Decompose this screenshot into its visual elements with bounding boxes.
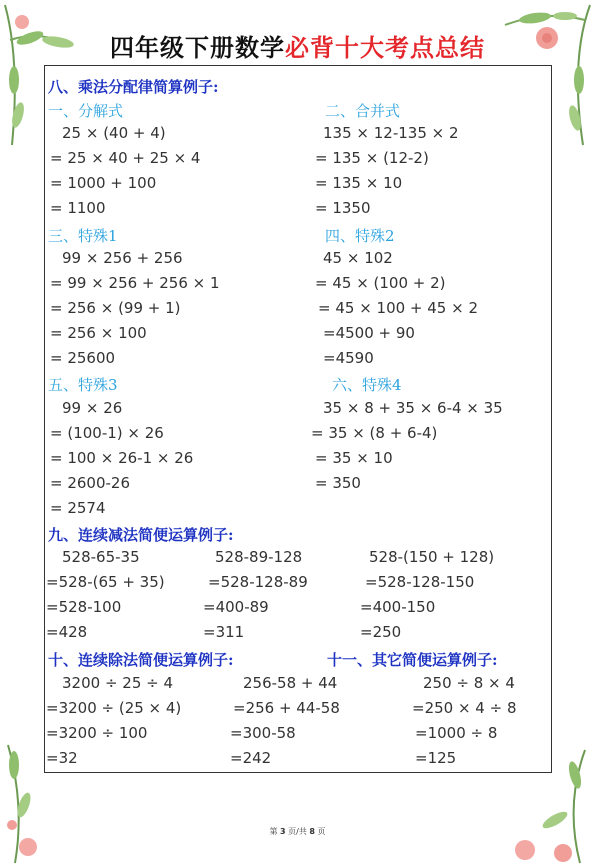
math-line: 25 × (40 + 4) xyxy=(62,124,166,142)
section-11-heading: 十一、其它简便运算例子: xyxy=(327,651,498,669)
math-line: =3200 ÷ 100 xyxy=(46,724,148,742)
math-line: =256 + 44-58 xyxy=(233,699,340,717)
footer-mid: 页/共 xyxy=(288,827,307,836)
math-line: 35 × 8 + 35 × 6-4 × 35 xyxy=(323,399,503,417)
math-line: =32 xyxy=(46,749,78,767)
math-line: 99 × 26 xyxy=(62,399,123,417)
subsection-heading: 四、特殊2 xyxy=(325,227,395,245)
math-line: = 2600-26 xyxy=(50,474,131,492)
section-8-heading: 八、乘法分配律简算例子: xyxy=(48,78,219,96)
title-highlight: 必背十大考点总结 xyxy=(285,33,485,62)
math-line: =528-128-89 xyxy=(208,573,308,591)
math-line: = 35 × (8 + 6-4) xyxy=(311,424,438,442)
math-line: =428 xyxy=(46,623,88,641)
footer-page-number: 3 xyxy=(280,827,286,836)
math-line: 3200 ÷ 25 ÷ 4 xyxy=(62,674,174,692)
math-line: =528-128-150 xyxy=(365,573,475,591)
math-line: = 350 xyxy=(315,474,361,492)
math-line: =250 × 4 ÷ 8 xyxy=(412,699,517,717)
math-line: =1000 ÷ 8 xyxy=(415,724,498,742)
math-line: =250 xyxy=(360,623,402,641)
math-line: =311 xyxy=(203,623,245,641)
math-line: 528-65-35 xyxy=(62,548,140,566)
math-line: = 256 × 100 xyxy=(50,324,147,342)
math-line: = 25 × 40 + 25 × 4 xyxy=(50,149,201,167)
math-line: =300-58 xyxy=(230,724,296,742)
math-line: = (100-1) × 26 xyxy=(50,424,164,442)
subsection-heading: 六、特殊4 xyxy=(332,376,402,394)
math-line: = 256 × (99 + 1) xyxy=(50,299,181,317)
subsection-heading: 二、合并式 xyxy=(325,102,401,120)
math-line: = 45 × (100 + 2) xyxy=(315,274,446,292)
math-line: 250 ÷ 8 × 4 xyxy=(423,674,515,692)
math-line: =125 xyxy=(415,749,457,767)
math-line: = 2574 xyxy=(50,499,106,517)
math-line: = 1100 xyxy=(50,199,106,217)
math-line: = 45 × 100 + 45 × 2 xyxy=(318,299,478,317)
math-line: 135 × 12-135 × 2 xyxy=(323,124,459,142)
math-line: = 35 × 10 xyxy=(315,449,393,467)
math-line: =4590 xyxy=(323,349,374,367)
footer-suffix: 页 xyxy=(317,827,326,836)
math-line: =400-89 xyxy=(203,598,269,616)
footer-prefix: 第 xyxy=(269,827,278,836)
math-line: 256-58 + 44 xyxy=(243,674,338,692)
math-line: = 135 × 10 xyxy=(315,174,403,192)
math-line: =4500 + 90 xyxy=(323,324,415,342)
math-line: = 100 × 26-1 × 26 xyxy=(50,449,194,467)
subsection-heading: 五、特殊3 xyxy=(48,376,118,394)
math-line: 45 × 102 xyxy=(323,249,393,267)
math-line: 528-(150 + 128) xyxy=(369,548,495,566)
title-main: 四年级下册数学 xyxy=(110,33,285,62)
math-line: =528-(65 + 35) xyxy=(46,573,165,591)
math-line: 99 × 256 + 256 xyxy=(62,249,183,267)
math-line: =400-150 xyxy=(360,598,436,616)
subsection-heading: 一、分解式 xyxy=(48,102,124,120)
math-line: = 99 × 256 + 256 × 1 xyxy=(50,274,220,292)
math-line: = 25600 xyxy=(50,349,116,367)
math-line: = 1350 xyxy=(315,199,371,217)
page-title xyxy=(0,28,595,63)
section-9-heading: 九、连续减法简便运算例子: xyxy=(48,526,234,544)
math-line: = 1000 + 100 xyxy=(50,174,157,192)
math-line: =242 xyxy=(230,749,272,767)
math-line: =3200 ÷ (25 × 4) xyxy=(46,699,182,717)
math-line: = 135 × (12-2) xyxy=(315,149,429,167)
subsection-heading: 三、特殊1 xyxy=(48,227,118,245)
page-footer xyxy=(0,826,595,837)
math-line: =528-100 xyxy=(46,598,122,616)
section-10-heading: 十、连续除法简便运算例子: xyxy=(48,651,234,669)
math-line: 528-89-128 xyxy=(215,548,303,566)
footer-total-pages: 8 xyxy=(309,827,315,836)
